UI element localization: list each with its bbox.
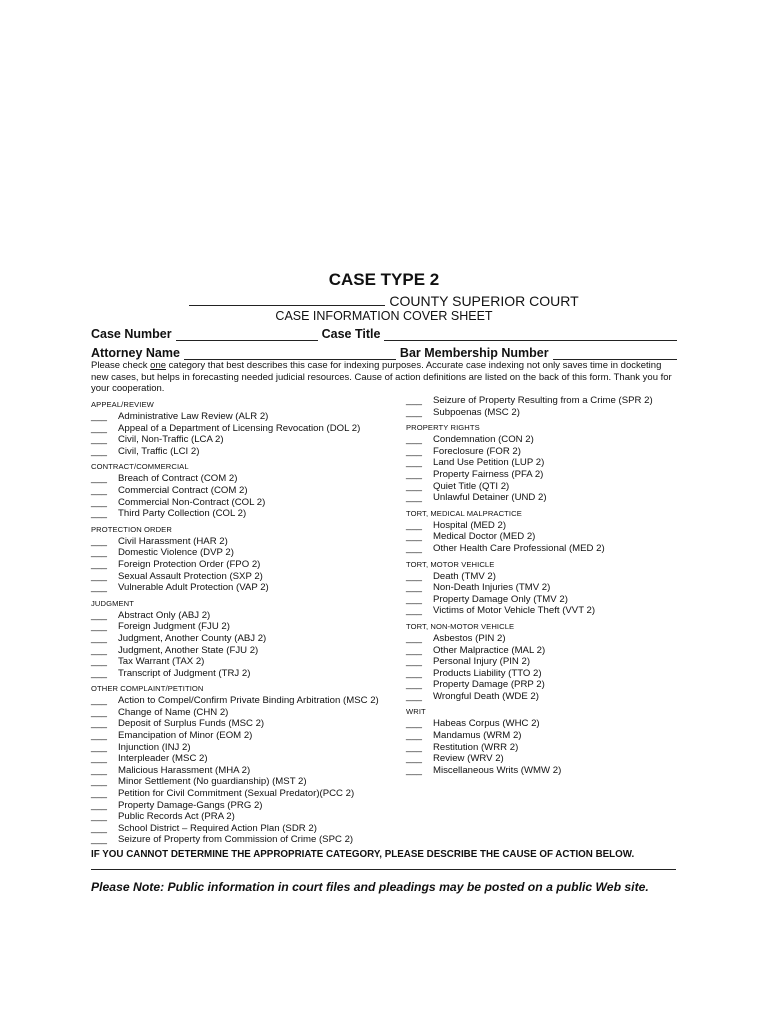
section-heading: OTHER COMPLAINT/PETITION: [91, 684, 204, 694]
category-label: Other Health Care Professional (MED 2): [433, 542, 605, 554]
category-label: Commercial Non-Contract (COL 2): [118, 496, 266, 508]
category-label: Seizure of Property Resulting from a Crime (SPR 2): [433, 395, 653, 406]
category-label: Administrative Law Review (ALR 2): [118, 411, 269, 422]
category-item[interactable]: [91, 823, 406, 835]
checkbox-blank[interactable]: ___: [406, 632, 423, 644]
checkbox-blank[interactable]: ___: [406, 741, 423, 753]
category-item[interactable]: [91, 718, 406, 730]
category-label: Domestic Violence (DVP 2): [118, 547, 234, 559]
category-item[interactable]: [91, 765, 406, 777]
checkbox-blank[interactable]: ___: [91, 718, 108, 730]
checkbox-blank[interactable]: ___: [406, 434, 423, 446]
category-item[interactable]: [91, 811, 406, 823]
county-blank[interactable]: [189, 292, 385, 306]
section-heading: CONTRACT/COMMERCIAL: [91, 462, 189, 472]
category-label: Abstract Only (ABJ 2): [118, 609, 211, 621]
category-item[interactable]: [406, 446, 676, 458]
section-heading: TORT, MEDICAL MALPRACTICE: [406, 508, 522, 518]
category-label: Medical Doctor (MED 2): [433, 531, 536, 543]
checkbox-blank[interactable]: ___: [406, 764, 423, 776]
category-item[interactable]: [91, 508, 406, 520]
case-number-label: Case Number: [91, 327, 172, 341]
attorney-row: [91, 346, 677, 360]
category-item[interactable]: [91, 485, 406, 497]
attorney-name-label: Attorney Name: [91, 346, 180, 360]
category-item[interactable]: [91, 446, 406, 458]
category-item[interactable]: [91, 411, 406, 423]
category-item[interactable]: [406, 691, 676, 703]
case-number-field[interactable]: [176, 329, 318, 341]
category-label: Property Fairness (PFA 2): [433, 468, 544, 480]
category-item[interactable]: [406, 765, 676, 777]
category-item[interactable]: [91, 834, 406, 846]
category-item[interactable]: [91, 559, 406, 571]
checkbox-blank[interactable]: ___: [91, 764, 108, 776]
intro-pre: Please check: [91, 360, 151, 371]
category-label: Action to Compel/Confirm Private Binding Arbitration (MSC 2): [118, 695, 379, 707]
intro-post: category that best describes this case for indexing purposes. Accurate case indexing not only saves time in docketing new cases, but helps in forecasting needed judicial resources. Cause of action definitions are listed on the back of this form. Thank you for your cooperation.: [91, 360, 672, 394]
checkbox-blank[interactable]: ___: [91, 411, 108, 422]
public-information-note: Please Note: Public information in court files and pleadings may be posted on a public Web site.: [91, 880, 649, 894]
category-label: Land Use Petition (LUP 2): [433, 457, 545, 469]
cause-of-action-instruction: [91, 849, 691, 860]
section-heading: PROPERTY RIGHTS: [406, 423, 480, 433]
category-label: School District – Required Action Plan (SDR 2): [118, 822, 317, 834]
category-item[interactable]: [91, 473, 406, 485]
category-label: Restitution (WRR 2): [433, 741, 519, 753]
section-heading: APPEAL/REVIEW: [91, 400, 154, 409]
category-item[interactable]: [406, 481, 676, 493]
section-heading: WRIT: [406, 707, 426, 717]
category-label: Unlawful Detainer (UND 2): [433, 492, 547, 504]
checkbox-blank[interactable]: ___: [91, 484, 108, 496]
case-title-field[interactable]: [384, 329, 677, 341]
checkbox-blank[interactable]: ___: [91, 434, 108, 446]
category-label: Property Damage (PRP 2): [433, 679, 545, 691]
intro-emphasis: one: [150, 360, 167, 371]
section-heading: JUDGMENT: [91, 598, 134, 608]
checkbox-blank[interactable]: ___: [91, 609, 108, 621]
category-item[interactable]: [406, 656, 676, 668]
category-item[interactable]: [406, 407, 676, 419]
cause-of-action-field[interactable]: [91, 869, 676, 870]
category-item[interactable]: [406, 742, 676, 754]
checkbox-blank[interactable]: ___: [406, 519, 423, 531]
case-type-title: CASE TYPE 2: [328, 270, 440, 289]
checkbox-blank[interactable]: ___: [406, 718, 423, 730]
category-item[interactable]: [406, 645, 676, 657]
category-label: Victims of Motor Vehicle Theft (VVT 2): [433, 605, 596, 617]
checkbox-blank[interactable]: ___: [91, 535, 108, 547]
attorney-name-field[interactable]: [184, 348, 396, 360]
category-item[interactable]: [91, 547, 406, 559]
category-label: Civil, Traffic (LCI 2): [118, 445, 200, 457]
category-label: Wrongful Death (WDE 2): [433, 690, 539, 702]
checkbox-blank[interactable]: ___: [91, 730, 108, 742]
category-item[interactable]: [91, 497, 406, 509]
category-item[interactable]: [406, 718, 676, 730]
category-item[interactable]: [406, 679, 676, 691]
section-heading: TORT, MOTOR VEHICLE: [406, 559, 495, 569]
category-item[interactable]: [406, 395, 676, 407]
category-item[interactable]: [91, 571, 406, 583]
checkbox-blank[interactable]: ___: [91, 753, 108, 765]
category-label: Public Records Act (PRA 2): [118, 811, 235, 823]
category-label: Mandamus (WRM 2): [433, 730, 522, 742]
category-item[interactable]: [406, 633, 676, 645]
category-item[interactable]: [91, 633, 406, 645]
category-item[interactable]: [91, 434, 406, 446]
court-label: COUNTY SUPERIOR COURT: [389, 293, 579, 309]
category-item[interactable]: [91, 707, 406, 719]
category-item[interactable]: [406, 571, 676, 583]
right-category-column: [406, 395, 676, 776]
category-item[interactable]: [91, 753, 406, 765]
checkbox-blank[interactable]: ___: [91, 621, 108, 633]
category-label: Emancipation of Minor (EOM 2): [118, 730, 253, 742]
category-item[interactable]: [406, 543, 676, 555]
bar-membership-label: Bar Membership Number: [399, 346, 549, 360]
checkbox-blank[interactable]: ___: [406, 605, 423, 617]
category-item[interactable]: [406, 531, 676, 543]
checkbox-blank[interactable]: ___: [91, 445, 108, 457]
category-label: Seizure of Property from Commission of Crime (SPC 2): [118, 834, 354, 846]
case-number-row: [91, 327, 677, 341]
checkbox-blank[interactable]: ___: [91, 570, 108, 582]
case-title-label: Case Title: [321, 327, 381, 341]
checkbox-blank[interactable]: ___: [91, 582, 108, 594]
category-label: Products Liability (TTO 2): [433, 667, 542, 679]
checkbox-blank[interactable]: ___: [406, 531, 423, 543]
category-label: Interpleader (MSC 2): [118, 753, 208, 765]
checkbox-blank[interactable]: ___: [91, 822, 108, 834]
instruction-period: .: [631, 849, 635, 860]
category-label: Breach of Contract (COM 2): [118, 473, 238, 485]
checkbox-blank[interactable]: ___: [91, 706, 108, 718]
category-label: Civil, Non-Traffic (LCA 2): [118, 434, 224, 446]
category-label: Property Damage Only (TMV 2): [433, 593, 568, 605]
checkbox-blank[interactable]: ___: [406, 468, 423, 480]
checkbox-blank[interactable]: ___: [406, 644, 423, 656]
category-item[interactable]: [91, 423, 406, 435]
checkbox-blank[interactable]: ___: [91, 547, 108, 559]
category-label: Change of Name (CHN 2): [118, 706, 229, 718]
instruction-text: IF YOU CANNOT DETERMINE THE APPROPRIATE CATEGORY, PLEASE DESCRIBE THE CAUSE OF ACTION BELOW: [91, 849, 632, 860]
category-label: Civil Harassment (HAR 2): [118, 535, 228, 547]
checkbox-blank[interactable]: ___: [91, 799, 108, 811]
checkbox-blank[interactable]: ___: [91, 558, 108, 570]
checkbox-blank[interactable]: ___: [91, 473, 108, 485]
category-item[interactable]: [406, 457, 676, 469]
category-item[interactable]: [91, 582, 406, 594]
court-name-line: [0, 292, 768, 309]
checkbox-blank[interactable]: ___: [91, 741, 108, 753]
checkbox-blank[interactable]: ___: [91, 496, 108, 508]
checkbox-blank[interactable]: ___: [91, 695, 108, 707]
checkbox-blank[interactable]: ___: [406, 395, 423, 406]
category-item[interactable]: [406, 668, 676, 680]
checkbox-blank[interactable]: ___: [406, 593, 423, 605]
checkbox-blank[interactable]: ___: [406, 690, 423, 702]
cover-sheet-subtitle: CASE INFORMATION COVER SHEET: [275, 309, 493, 323]
category-label: Third Party Collection (COL 2): [118, 508, 247, 520]
category-label: Miscellaneous Writs (WMW 2): [433, 764, 562, 776]
category-item[interactable]: [91, 730, 406, 742]
category-label: Condemnation (CON 2): [433, 434, 534, 446]
checkbox-blank[interactable]: ___: [406, 753, 423, 765]
category-item[interactable]: [406, 469, 676, 481]
category-label: Deposit of Surplus Funds (MSC 2): [118, 718, 265, 730]
checkbox-blank[interactable]: ___: [406, 445, 423, 457]
category-label: Sexual Assault Protection (SXP 2): [118, 570, 263, 582]
category-item[interactable]: [406, 753, 676, 765]
checkbox-blank[interactable]: ___: [406, 480, 423, 492]
category-label: Appeal of a Department of Licensing Revocation (DOL 2): [118, 422, 361, 434]
category-item[interactable]: [406, 582, 676, 594]
category-label: Foreign Protection Order (FPO 2): [118, 558, 261, 570]
checkbox-blank[interactable]: ___: [91, 644, 108, 656]
category-item[interactable]: [406, 520, 676, 532]
category-label: Vulnerable Adult Protection (VAP 2): [118, 582, 269, 594]
category-item[interactable]: [91, 610, 406, 622]
category-item[interactable]: [91, 776, 406, 788]
category-item[interactable]: [406, 594, 676, 606]
category-label: Foreclosure (FOR 2): [433, 445, 521, 457]
category-label: Injunction (INJ 2): [118, 741, 191, 753]
checkbox-blank[interactable]: ___: [406, 406, 423, 418]
category-label: Subpoenas (MSC 2): [433, 406, 520, 418]
category-label: Judgment, Another State (FJU 2): [118, 644, 259, 656]
category-label: Asbestos (PIN 2): [433, 632, 506, 644]
category-label: Death (TMV 2): [433, 570, 496, 582]
checkbox-blank[interactable]: ___: [406, 542, 423, 554]
category-label: Malicious Harassment (MHA 2): [118, 764, 251, 776]
checkbox-blank[interactable]: ___: [91, 811, 108, 823]
category-item[interactable]: [91, 621, 406, 633]
bar-membership-field[interactable]: [553, 348, 677, 360]
category-item[interactable]: [406, 492, 676, 504]
category-label: Quiet Title (QTI 2): [433, 480, 510, 492]
checkbox-blank[interactable]: ___: [406, 492, 423, 504]
checkbox-blank[interactable]: ___: [91, 508, 108, 520]
category-item[interactable]: [91, 645, 406, 657]
category-item[interactable]: [91, 695, 406, 707]
checkbox-blank[interactable]: ___: [406, 656, 423, 668]
category-label: Transcript of Judgment (TRJ 2): [118, 667, 251, 679]
category-label: Commercial Contract (COM 2): [118, 484, 248, 496]
checkbox-blank[interactable]: ___: [91, 834, 108, 846]
category-label: Judgment, Another County (ABJ 2): [118, 632, 267, 644]
category-label: Minor Settlement (No guardianship) (MST 2): [118, 776, 307, 788]
checkbox-blank[interactable]: ___: [406, 570, 423, 582]
category-label: Personal Injury (PIN 2): [433, 656, 531, 668]
category-item[interactable]: [406, 605, 676, 617]
checkbox-blank[interactable]: ___: [406, 457, 423, 469]
category-label: Tax Warrant (TAX 2): [118, 656, 205, 668]
checkbox-blank[interactable]: ___: [91, 788, 108, 800]
section-heading: PROTECTION ORDER: [91, 524, 172, 534]
category-item[interactable]: [91, 788, 406, 800]
checkbox-blank[interactable]: ___: [406, 667, 423, 679]
category-label: Foreign Judgment (FJU 2): [118, 621, 230, 633]
category-item[interactable]: [406, 730, 676, 742]
section-heading: TORT, NON-MOTOR VEHICLE: [406, 621, 515, 631]
category-label: Property Damage-Gangs (PRG 2): [118, 799, 263, 811]
category-item[interactable]: [91, 800, 406, 812]
checkbox-blank[interactable]: ___: [91, 632, 108, 644]
checkbox-blank[interactable]: ___: [91, 656, 108, 668]
checkbox-blank[interactable]: ___: [91, 422, 108, 434]
category-item[interactable]: [91, 742, 406, 754]
category-label: Non-Death Injuries (TMV 2): [433, 582, 551, 594]
instructions-paragraph: [91, 360, 677, 395]
left-category-column: [91, 399, 406, 846]
category-item[interactable]: [91, 536, 406, 548]
category-item[interactable]: [91, 656, 406, 668]
category-label: Petition for Civil Commitment (Sexual Predator)(PCC 2): [118, 788, 355, 800]
category-item[interactable]: [406, 434, 676, 446]
category-label: Other Malpractice (MAL 2): [433, 644, 546, 656]
checkbox-blank[interactable]: ___: [406, 679, 423, 691]
checkbox-blank[interactable]: ___: [406, 582, 423, 594]
checkbox-blank[interactable]: ___: [91, 776, 108, 788]
checkbox-blank[interactable]: ___: [91, 667, 108, 679]
checkbox-blank[interactable]: ___: [406, 730, 423, 742]
category-label: Habeas Corpus (WHC 2): [433, 718, 540, 730]
category-item[interactable]: [91, 668, 406, 680]
category-label: Hospital (MED 2): [433, 519, 507, 531]
category-label: Review (WRV 2): [433, 753, 504, 765]
